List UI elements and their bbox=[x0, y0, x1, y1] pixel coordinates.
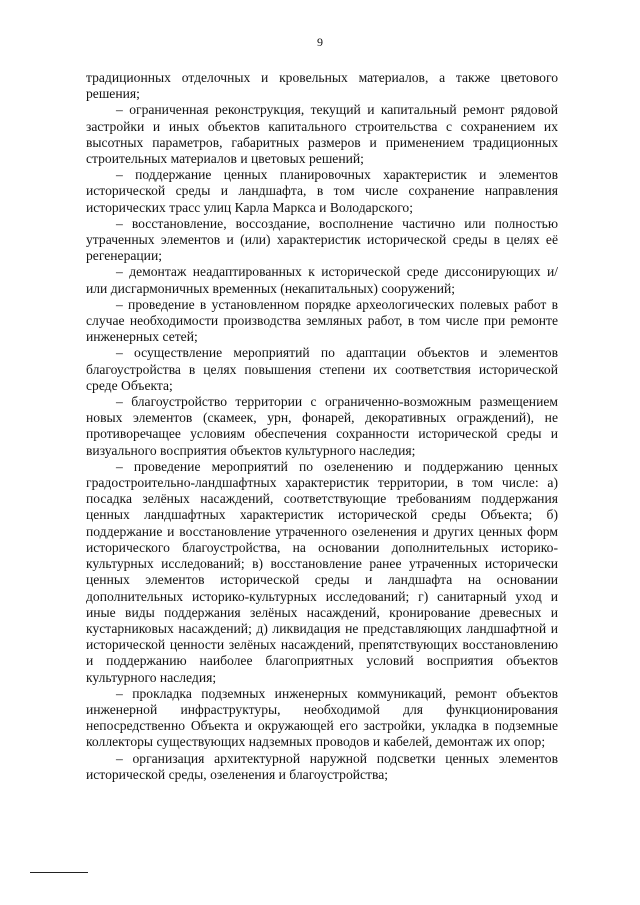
paragraph: – ограниченная реконструкция, текущий и капитальный ремонт рядовой застройки и иных объектов капитального строительства с сохранением их высотных параметров, габаритных размеров и применением традиционных строительных материалов и цветовых решений; bbox=[86, 102, 558, 167]
paragraph: – осуществление мероприятий по адаптации объектов и элементов благоустройства в целях повышения степени их соответствия исторической среде Объекта; bbox=[86, 345, 558, 393]
page-number: 9 bbox=[317, 35, 323, 49]
paragraph: – восстановление, воссоздание, восполнение частично или полностью утраченных элементов и (или) характеристик исторической среды в целях её регенерации; bbox=[86, 215, 558, 264]
paragraph: – благоустройство территории с ограниченно-возможным размещением новых элементов (скамеек, урн, фонарей, декоративных ограждений), не противоречащее условиям обеспечения сохранности исторической среды и визуального восприятия объектов культурного наследия; bbox=[86, 394, 558, 458]
paragraph: – проведение в установленном порядке археологических полевых работ в случае необходимости производства земляных работ, в том числе при ремонте инженерных сетей; bbox=[86, 296, 558, 345]
paragraph: – поддержание ценных планировочных характеристик и элементов исторической среды и ландшафта, в том числе сохранение направления исторических трасс улиц Карла Маркса и Володарского; bbox=[86, 167, 558, 215]
document-body bbox=[86, 70, 558, 783]
paragraph: – прокладка подземных инженерных коммуникаций, ремонт объектов инженерной инфраструктуры, необходимой для функционирования непосредственно Объекта и окружающей его застройки, укладка в подземные коллекторы существующих надземных проводов и кабелей, демонтаж их опор; bbox=[86, 685, 558, 750]
paragraph: – проведение мероприятий по озеленению и поддержанию ценных градостроительно-ландшафтных характеристик территории, в том числе: а) посадка зелёных насаждений, соответствующие требованиям поддержания ценных ландшафтных характеристик исторической среды Объекта; б) поддержание и восстановление утраченного озеленения и других ценных форм исторического благоустройства, на основании дополнительных историко-культурных исследований; в) восстановление ранее утраченных исторически ценных элементов исторической среды и ландшафта на основании дополнительных историко-культурных исследований; г) санитарный уход и иные виды поддержания зелёных насаждений, кронирование древесных и кустарниковых насаждений; д) ликвидация не представляющих ландшафтной и исторической ценности зелёных насаждений, препятствующих восстановлению и поддержанию наиболее благоприятных условий восприятия объектов культурного наследия; bbox=[86, 458, 558, 685]
paragraph: традиционных отделочных и кровельных материалов, а также цветового решения; bbox=[86, 70, 558, 102]
paragraph: – организация архитектурной наружной подсветки ценных элементов исторической среды, озеленения и благоустройства; bbox=[86, 750, 558, 782]
paragraph: – демонтаж неадаптированных к исторической среде диссонирующих и/или дисгармоничных временных (некапитальных) сооружений; bbox=[86, 264, 558, 296]
footer-rule bbox=[30, 872, 88, 873]
